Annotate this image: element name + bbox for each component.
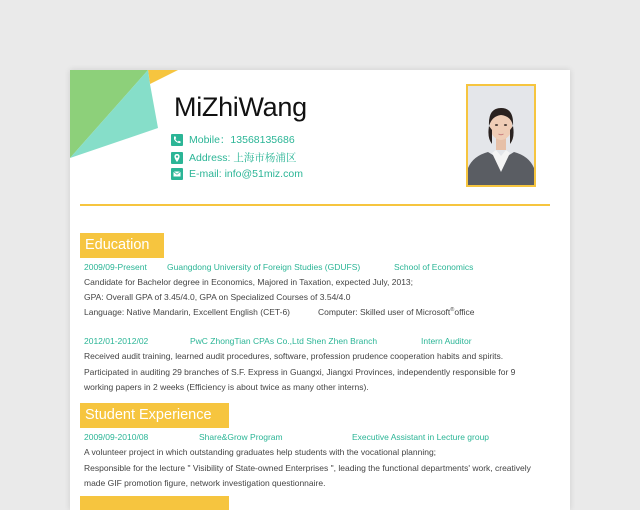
edu-school: Guangdong University of Foreign Studies (GDUFS) (167, 262, 361, 272)
section-header-next (80, 496, 229, 510)
student-line-1: A volunteer project in which outstanding graduates help students with the vocational planning; (84, 447, 437, 457)
edu-computer-tail: office (454, 307, 475, 317)
edu-degree: Candidate for Bachelor degree in Economics, Majored in Taxation, expected July, 2013; (84, 277, 414, 287)
location-icon (171, 152, 183, 164)
contact-email-text: E-mail: info@51miz.com (189, 168, 303, 180)
resume-page (70, 70, 570, 510)
contact-mobile-text: Mobile：13568135686 (189, 134, 295, 146)
student-date: 2009/09-2010/08 (84, 432, 149, 442)
header-divider (80, 204, 550, 206)
edu-computer (318, 307, 475, 317)
edu-department: School of Economics (394, 262, 474, 272)
edu-gpa: GPA: Overall GPA of 3.45/4.0, GPA on Specialized Courses of 3.54/4.0 (84, 292, 351, 302)
intern-company: PwC ZhongTian CPAs Co.,Ltd Shen Zhen Branch (190, 336, 378, 346)
intern-date: 2012/01-2012/02 (84, 336, 149, 346)
intern-role: Intern Auditor (421, 336, 472, 346)
student-role: Executive Assistant in Lecture group (352, 432, 490, 442)
profile-photo (466, 84, 536, 187)
contact-address (171, 150, 296, 165)
intern-line-3: working papers in 2 weeks (Efficiency is about twice as many other interns). (84, 382, 369, 392)
yellow-triangle (148, 70, 178, 84)
contact-email (171, 168, 303, 180)
contact-address-text: Address: 上海市杨浦区 (189, 152, 297, 164)
contact-mobile (171, 132, 295, 147)
student-line-3: made GIF promotion figure, network investigation questionnaire. (84, 478, 326, 488)
registered-mark: ® (450, 307, 455, 314)
section-header-education: Education (80, 233, 164, 258)
section-header-student-experience: Student Experience (80, 403, 229, 428)
intern-line-1: Received audit training, learned audit procedures, software, profession prudence cooperation habits and spirits. (84, 351, 504, 361)
edu-date: 2009/09-Present (84, 262, 147, 272)
portrait-image (468, 86, 534, 185)
student-line-2: Responsible for the lecture " Visibility of State-owned Enterprises ", leading the functional departments' work, creatively (84, 463, 531, 473)
edu-language: Language: Native Mandarin, Excellent English (CET-6) (84, 307, 290, 317)
edu-computer-text: Computer: Skilled user of Microsoft (318, 307, 451, 317)
phone-icon (171, 134, 183, 146)
mail-icon (171, 168, 183, 180)
intern-line-2: Participated in auditing 29 branches of S.F. Express in Guangxi, Jiangxi Provinces, independently responsible for 9 (84, 367, 516, 377)
student-program: Share&Grow Program (199, 432, 283, 442)
candidate-name: MiZhiWang (174, 92, 307, 122)
